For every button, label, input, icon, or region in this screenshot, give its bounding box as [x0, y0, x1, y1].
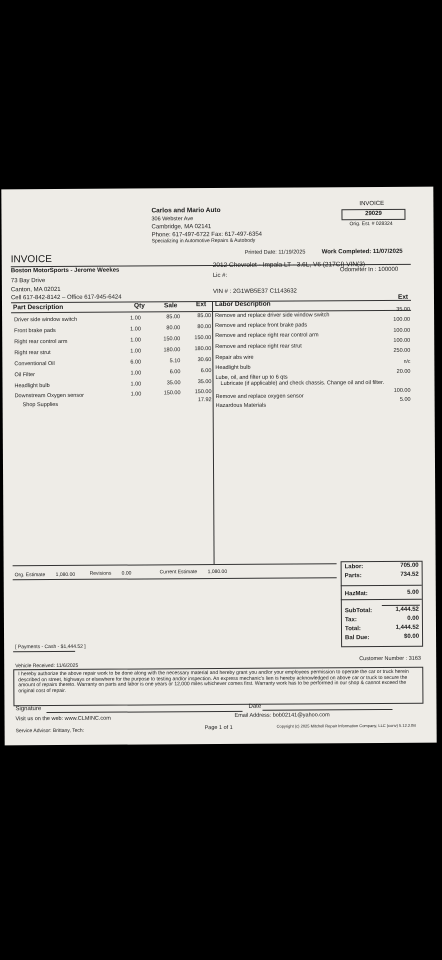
shop-address-line1: 306 Webster Ave — [151, 216, 194, 223]
website[interactable]: Visit us on the web: www.CLMINC.com — [15, 715, 111, 723]
customer-city: Canton, MA 02021 — [10, 286, 61, 294]
authorization-box — [13, 667, 423, 707]
revisions-label: Revisions — [89, 570, 112, 577]
vin: VIN # : 2G1WB5E37 C1143632 — [212, 288, 297, 296]
hazmat-label: HazMat: — [344, 591, 368, 598]
work-completed-date: Work Completed: 11/07/2025 — [321, 248, 403, 256]
part-qty: 1.00 — [130, 315, 141, 322]
part-description: Oil Filter — [14, 372, 35, 379]
shop-specialty: Specializing in Automotive Repairs & Autobody — [151, 237, 256, 245]
shop-name: Carlos and Mario Auto — [151, 206, 221, 215]
invoice-number-box — [341, 209, 405, 220]
revisions-value: 0.00 — [121, 570, 132, 577]
customer-street: 73 Bay Drive — [10, 278, 46, 285]
part-sale: 6.00 — [169, 369, 181, 376]
orig-estimate-value: 1,080.00 — [55, 571, 76, 578]
part-description: Headlight bulb — [14, 383, 50, 390]
payments-underline — [13, 651, 75, 652]
part-sale: 85.00 — [166, 314, 181, 321]
signature-line[interactable] — [46, 711, 242, 713]
part-ext: 85.00 — [197, 313, 212, 320]
parts-header-qty: Qty — [133, 302, 145, 310]
labor-ext: n/c — [403, 358, 411, 365]
part-description: Conventional Oil — [14, 361, 55, 368]
subtotal-value: 1,444.52 — [395, 606, 419, 613]
labor-ext: 100.00 — [393, 387, 411, 394]
part-ext: 150.00 — [194, 389, 212, 396]
labor-ext: 100.00 — [393, 327, 411, 334]
license-number: Lic #: — [212, 272, 228, 280]
part-sale: 35.00 — [166, 380, 181, 387]
labor-ext: 35.00 — [396, 306, 411, 313]
customer-number: Customer Number : 3163 — [359, 655, 421, 663]
labor-description: Remove and replace front brake pads — [215, 322, 308, 330]
labor-total-value: 705.00 — [400, 562, 419, 569]
vehicle-description: 2012 Chevrolet - Impala LT - 3.6L, V6 (217CI) VIN(3) — [212, 261, 366, 270]
part-ext: 35.00 — [197, 379, 212, 386]
page-number: Page 1 of 1 — [204, 724, 233, 732]
date-label: Date — [248, 703, 262, 710]
part-description: Downstream Oxygen sensor — [14, 392, 84, 400]
labor-description: Remove and replace right rear control arm — [215, 332, 319, 340]
service-advisor: Service Advisor: Brittany, Tech: — [15, 727, 85, 735]
labor-description: Remove and replace right rear strut — [215, 343, 302, 351]
parts-header-sale: Sale — [163, 302, 178, 310]
labor-description: Repair abs wire — [215, 354, 254, 362]
part-qty: 1.00 — [130, 348, 142, 355]
payments: [ Payments - Cash - $1,444.52 ] — [15, 643, 86, 651]
customer-name: Boston MotorSports - Jerome Weekes — [10, 267, 120, 275]
part-ext: 17.92 — [197, 397, 212, 404]
part-description: Shop Supplies — [22, 401, 59, 409]
shop-address-line2: Cambridge, MA 02141 — [151, 224, 212, 231]
part-description: Front brake pads — [14, 327, 56, 335]
shop-phone-fax: Phone: 617-497-6722 Fax: 617-497-6354 — [151, 231, 263, 239]
part-ext: 180.00 — [194, 346, 212, 353]
parts-total-label: Parts: — [344, 573, 362, 580]
labor-ext: 100.00 — [393, 337, 411, 344]
total-label: Total: — [344, 626, 361, 633]
labor-description: Headlight bulb — [215, 364, 251, 372]
part-sale: 180.00 — [163, 347, 181, 354]
labor-ext: 250.00 — [393, 347, 411, 354]
printed-date: Printed Date: 11/19/2025 — [244, 249, 306, 256]
part-description: Right rear strut — [14, 350, 51, 357]
part-sale: 150.00 — [163, 390, 181, 397]
tax-label: Tax: — [344, 617, 357, 624]
subtotal-label: SubTotal: — [344, 608, 373, 615]
part-ext: 30.60 — [197, 357, 212, 364]
part-qty: 1.00 — [130, 391, 142, 398]
tax-value: 0.00 — [407, 615, 419, 622]
invoice-box-label: INVOICE — [359, 200, 385, 208]
part-qty: 1.00 — [130, 370, 142, 377]
email-address[interactable]: Email Address: bob02141@yahoo.com — [234, 712, 330, 719]
copyright: Copyright (c) 2025 Mitchell Repair Information Company, LLC (conv) 5.12.2.fM — [276, 722, 416, 729]
part-sale: 80.00 — [166, 325, 181, 332]
labor-total-label: Labor: — [344, 564, 364, 571]
current-estimate-label: Current Estimate — [159, 569, 198, 576]
current-estimate-value: 1,080.00 — [207, 568, 228, 576]
authorization-text: I hereby authorize the above repair work to be done along with the necessary material and hereby grant you and/or your employees permission to operate the car or truck herein described on street, highways or elsewhere for the purpose to testing and/or inspection. An express mechanic's lien is hereby acknowledged on above car or truck to secure the amount of repairs thereto. Warranty on parts and labor is one years or 12,000 miles whichever comes first. Warranty work has to be performed in our shop & cannot exceed the original cost of repair. — [18, 668, 409, 695]
labor-ext: 100.00 — [393, 316, 411, 323]
parts-total-value: 734.52 — [400, 571, 419, 578]
table-column-divider — [212, 301, 215, 564]
labor-description: Remove and replace oxygen sensor — [215, 393, 304, 401]
labor-ext: 5.00 — [399, 396, 411, 403]
customer-phones: Cell 617-842-8142 – Office 617-945-6424 — [10, 294, 122, 302]
labor-description: Hazardous Materials — [215, 402, 267, 410]
vehicle-received: Vehicle Received: 11/6/2025 — [15, 662, 79, 670]
labor-ext: 20.00 — [396, 368, 411, 375]
balance-due-value: $0.00 — [404, 633, 420, 640]
part-ext: 150.00 — [194, 335, 212, 342]
part-qty: 6.00 — [130, 359, 142, 366]
part-description: Driver side window switch — [14, 316, 78, 324]
invoice-number: 29029 — [365, 211, 382, 218]
part-ext: 80.00 — [197, 324, 212, 331]
date-line[interactable] — [262, 709, 392, 711]
estimate-top-rule — [13, 563, 337, 566]
part-sale: 150.00 — [163, 336, 181, 343]
part-qty: 1.00 — [130, 326, 141, 333]
part-description: Right rear control arm — [14, 338, 68, 346]
part-qty: 1.00 — [130, 381, 142, 388]
invoice-title: INVOICE — [10, 254, 52, 266]
labor-description: Remove and replace driver side window switch — [215, 312, 330, 320]
orig-estimate-label: Org. Estimate — [14, 572, 46, 579]
invoice-paper — [1, 187, 436, 746]
total-value: 1,444.52 — [395, 624, 420, 631]
parts-header-description: Part Description — [13, 303, 64, 312]
part-qty: 1.00 — [130, 337, 141, 344]
parts-header-ext: Ext — [195, 301, 207, 309]
hazmat-value: 5.00 — [407, 589, 419, 596]
labor-description: Lube, oil, and filter up to 6 qts — [215, 374, 288, 382]
labor-header-description: Labor Description — [214, 300, 271, 309]
part-ext: 6.00 — [200, 368, 212, 375]
part-sale: 5.10 — [169, 358, 181, 365]
odometer: Odometer In : 100000 — [339, 266, 399, 274]
labor-header-ext: Ext — [397, 293, 409, 301]
signature-label: Signature — [15, 706, 42, 713]
balance-due-label: Bal Due: — [345, 635, 370, 642]
labor-description: Lubricate (if applicable) and check chassis. Change oil and oil filter. — [220, 379, 385, 387]
orig-est-number: Orig. Est. # 028324 — [349, 220, 393, 228]
